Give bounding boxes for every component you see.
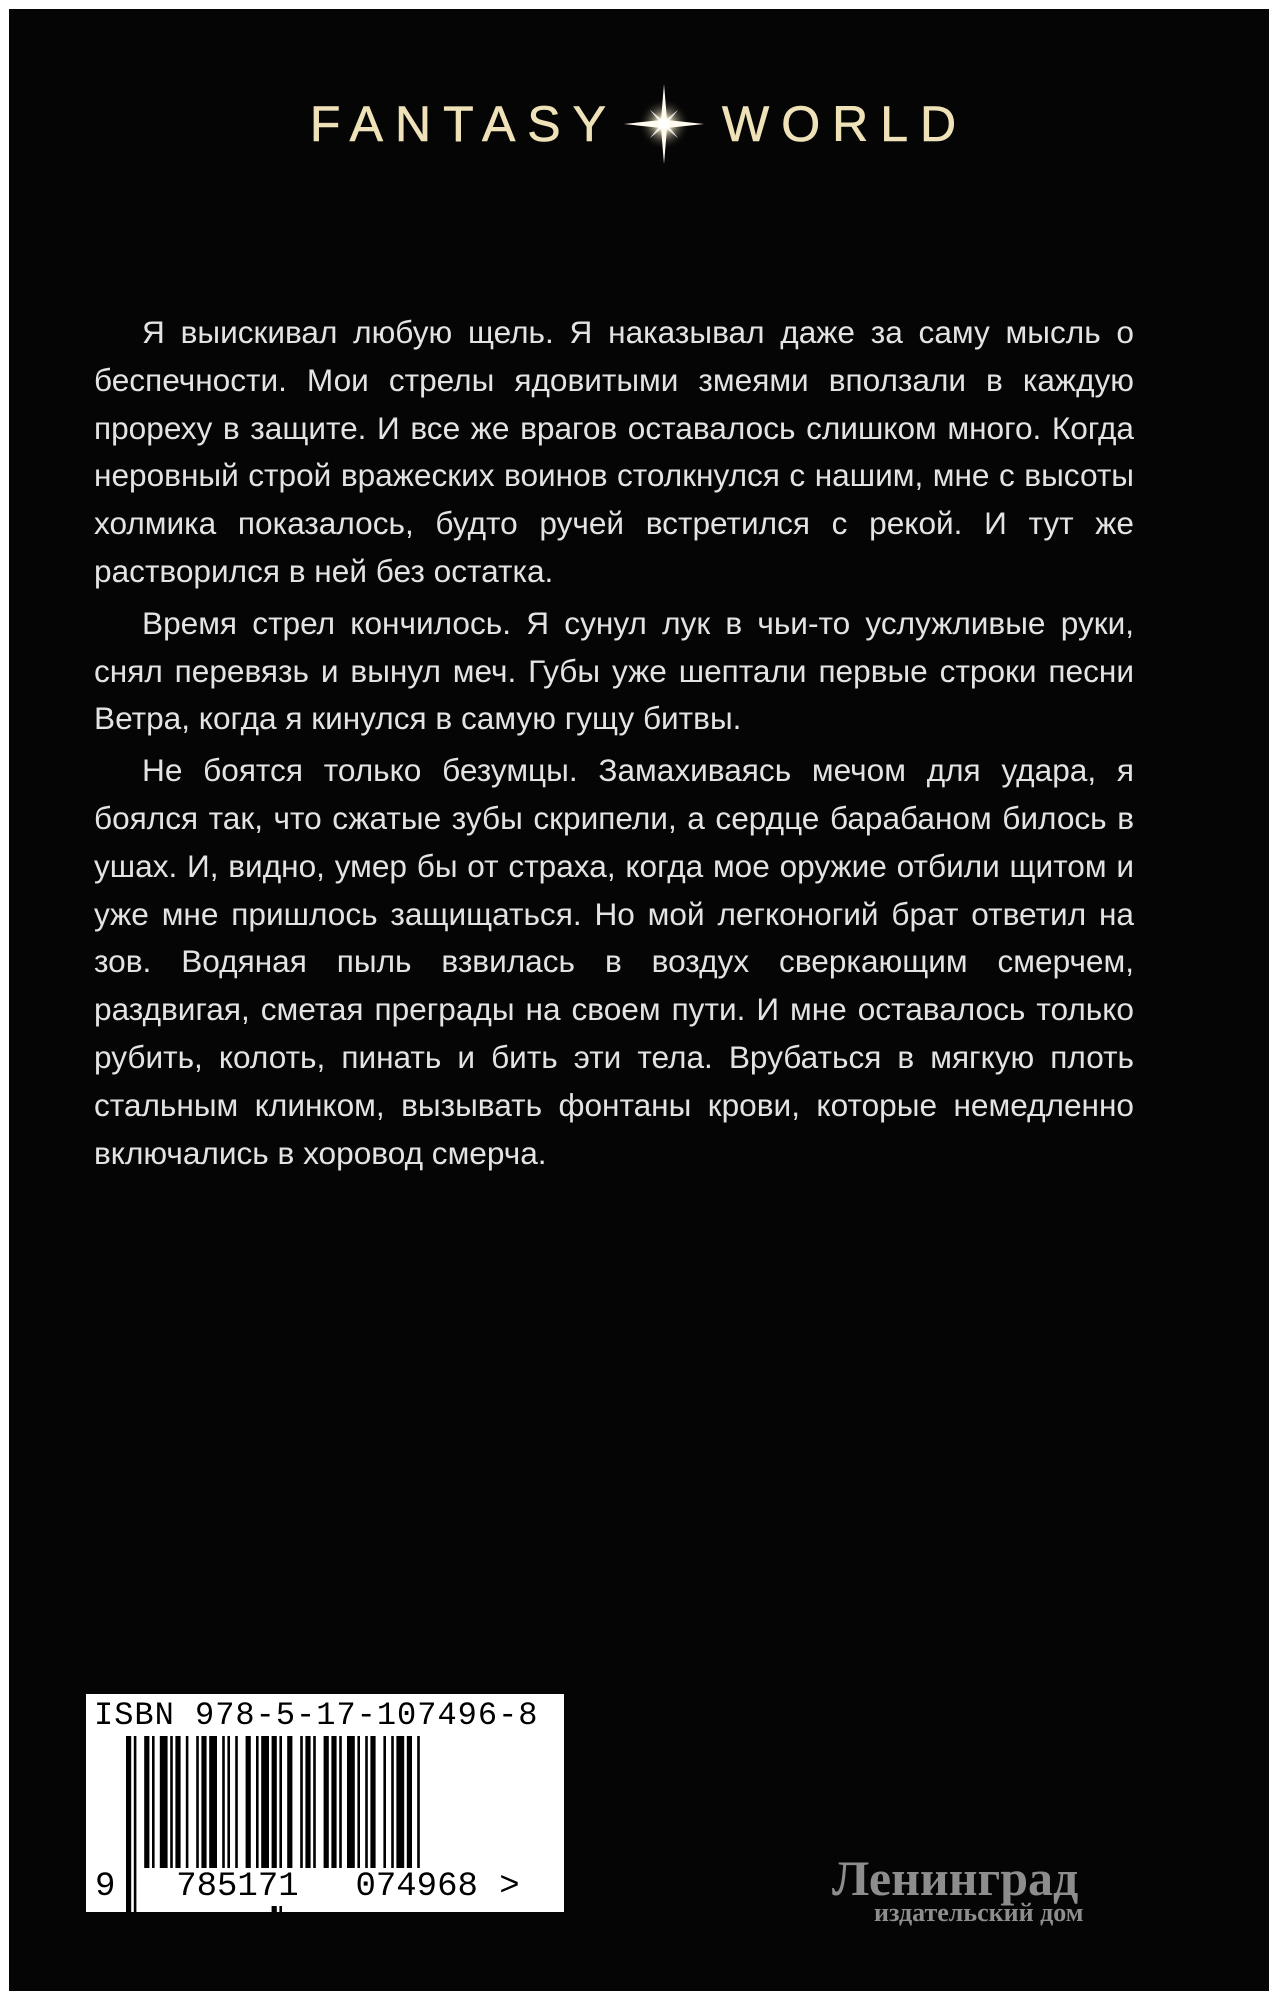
ean-quiet-mark: > (499, 1868, 520, 1906)
barcode-bar (170, 1736, 173, 1868)
barcode-bar (261, 1736, 269, 1868)
ean-digits (94, 1868, 520, 1906)
publisher-logo (824, 1847, 1144, 1927)
ean-right-group: 074968 (355, 1868, 478, 1906)
barcode-bar (287, 1736, 292, 1868)
barcode-bar (407, 1736, 412, 1868)
barcode-bar (357, 1736, 360, 1868)
barcode-bar (391, 1736, 394, 1868)
isbn-barcode (86, 1694, 564, 1912)
barcode-bar (186, 1736, 189, 1868)
barcode-bar (246, 1736, 251, 1868)
blurb-paragraph: Я выискивал любую щель. Я наказывал даже за саму мысль о беспечности. Мои стрелы ядовитыми змеями вползали в каждую прореху в защите. И все же врагов оставалось слишком много. Когда неровный строй вражеских воинов столкнулся с нашим, мне с высоты холмика показалось, будто ручей встретился с рекой. И тут же растворился в ней без остатка. (94, 314, 1134, 589)
barcode-bar (339, 1736, 342, 1868)
barcode-bar (144, 1736, 149, 1868)
series-logo (9, 89, 1269, 159)
barcode-bar (313, 1736, 316, 1868)
barcode-bar (365, 1736, 368, 1868)
blurb-text (94, 309, 1134, 1177)
barcode-bar (160, 1736, 168, 1868)
barcode-bar (196, 1736, 199, 1868)
barcode-bar (201, 1736, 206, 1868)
barcode-bar (300, 1736, 303, 1868)
barcode-bar (209, 1736, 217, 1868)
barcode-bar (222, 1736, 225, 1868)
barcode-bar (370, 1736, 375, 1868)
back-cover (9, 9, 1269, 1991)
barcode-bar (235, 1736, 238, 1868)
ean-first-digit: 9 (95, 1868, 116, 1906)
publisher-subtitle: издательский дом (874, 1898, 1084, 1927)
blurb-paragraph: Не боятся только безумцы. Замахиваясь мечом для удара, я боялся так, что сжатые зубы скрипели, а сердце барабаном билось в ушах. И, видно, умер бы от страха, когда мое оружие отбили щитом и уже мне пришлось защищаться. Но мой легконогий брат ответил на зов. Водяная пыль взвилась в воздух сверкающим смерчем, раздвигая, сметая преграды на своем пути. И мне оставалось только рубить, колоть, пинать и бить эти тела. Врубаться в мягкую плоть стальным клинком, вызывать фонтаны крови, которые немедленно включались в хоровод смерча. (94, 752, 1134, 1171)
barcode-bar (347, 1736, 355, 1868)
sparkle-star-icon (622, 82, 706, 166)
barcode-bar (396, 1736, 404, 1868)
barcode-bar (227, 1736, 230, 1868)
barcode-bar (305, 1736, 310, 1868)
barcode-bar (417, 1736, 420, 1868)
blurb-paragraph: Время стрел кончилось. Я сунул лук в чьи-то услужливые руки, снял перевязь и вынул меч. Губы уже шептали первые строки песни Ветра, когда я кинулся в самую гущу битвы. (94, 604, 1134, 737)
ean-left-group: 785171 (176, 1868, 299, 1906)
barcode-bar (152, 1736, 155, 1868)
publisher-name: Ленинград (832, 1850, 1079, 1906)
series-name-left: FANTASY (309, 96, 618, 152)
barcode-bar (256, 1736, 259, 1868)
barcode-bar (324, 1736, 329, 1868)
barcode-bar (175, 1736, 180, 1868)
barcode-bar (383, 1736, 386, 1868)
series-name-right: WORLD (722, 96, 969, 152)
isbn-label: ISBN 978-5-17-107496-8 (94, 1697, 539, 1734)
barcode-bar (331, 1736, 336, 1868)
